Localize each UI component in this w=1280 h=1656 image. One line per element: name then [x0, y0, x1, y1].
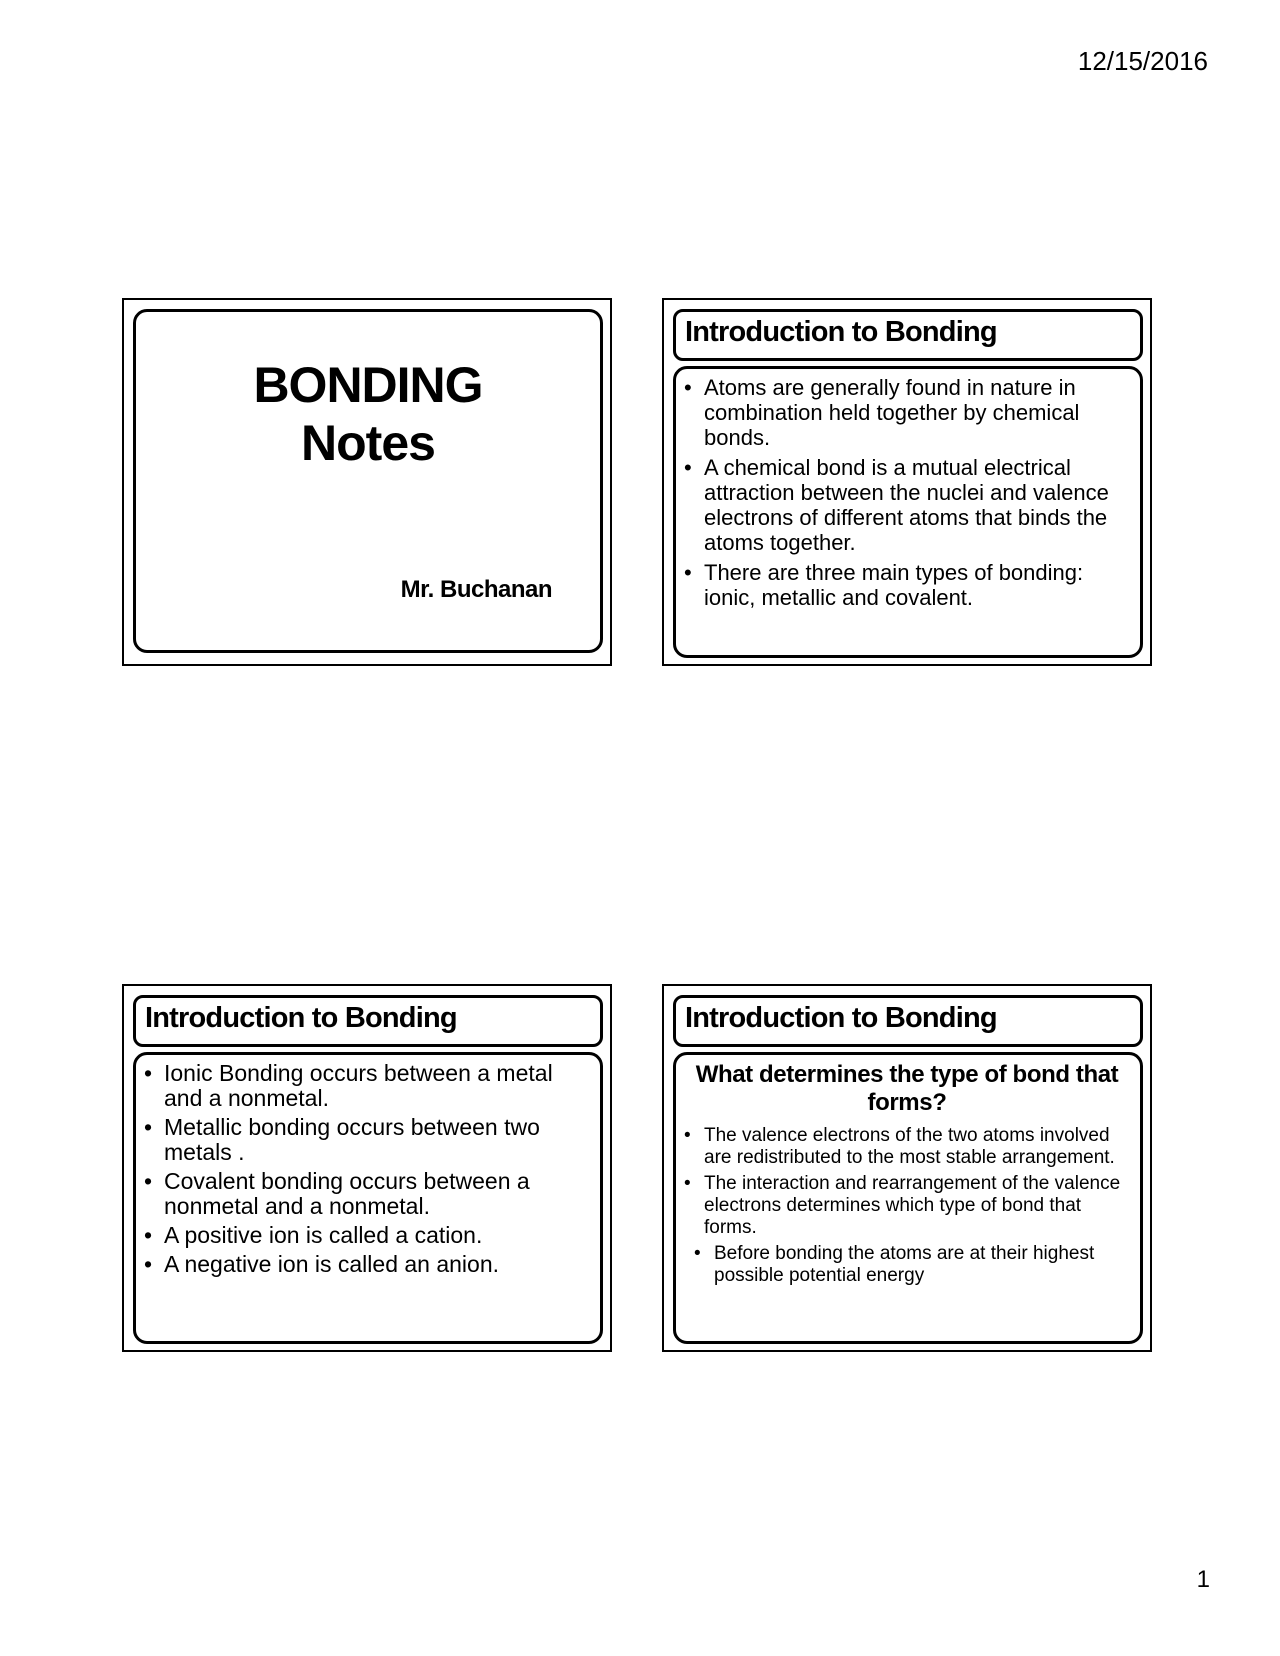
bullet-item: • The valence electrons of the two atoms involved are redistributed to the most stable arrangement.	[684, 1125, 1130, 1169]
slide-heading: Introduction to Bonding	[133, 995, 603, 1047]
title-line-1: BONDING	[253, 357, 483, 413]
slide-heading: Introduction to Bonding	[673, 995, 1143, 1047]
bullet-list	[684, 375, 1130, 610]
bullet-item: • Ionic Bonding occurs between a metal and a nonmetal.	[144, 1061, 590, 1111]
slide-4	[662, 984, 1152, 1352]
page-number: 1	[1196, 1566, 1210, 1593]
bullet-list	[684, 1125, 1130, 1287]
bullet-item: • Metallic bonding occurs between two metals .	[144, 1115, 590, 1165]
bullet-item: • Atoms are generally found in nature in combination held together by chemical bonds.	[684, 375, 1130, 450]
slide-subheading: What determines the type of bond that forms?	[695, 1061, 1119, 1116]
sub-bullet-item: • Before bonding the atoms are at their highest possible potential energy	[694, 1243, 1130, 1287]
slide-heading: Introduction to Bonding	[673, 309, 1143, 361]
title-line-2: Notes	[301, 415, 435, 471]
bullet-item: • A positive ion is called a cation.	[144, 1223, 590, 1248]
presentation-title	[136, 356, 600, 472]
bullet-item: • A negative ion is called an anion.	[144, 1252, 590, 1277]
slide-body	[673, 1052, 1143, 1344]
bullet-item: • Covalent bonding occurs between a nonmetal and a nonmetal.	[144, 1169, 590, 1219]
page-date: 12/15/2016	[1077, 46, 1208, 76]
slide-2	[662, 298, 1152, 666]
bullet-item: • A chemical bond is a mutual electrical attraction between the nuclei and valence electrons of different atoms that binds the atoms together.	[684, 455, 1130, 555]
title-slide-frame	[133, 309, 603, 653]
bullet-list	[144, 1061, 590, 1277]
author-name: Mr. Buchanan	[400, 576, 552, 603]
slide-3	[122, 984, 612, 1352]
bullet-item: • There are three main types of bonding: ionic, metallic and covalent.	[684, 560, 1130, 610]
slide-body	[133, 1052, 603, 1344]
slide-body	[673, 366, 1143, 658]
slide-1-title	[122, 298, 612, 666]
bullet-item: • The interaction and rearrangement of the valence electrons determines which type of bond that forms.	[684, 1173, 1130, 1239]
